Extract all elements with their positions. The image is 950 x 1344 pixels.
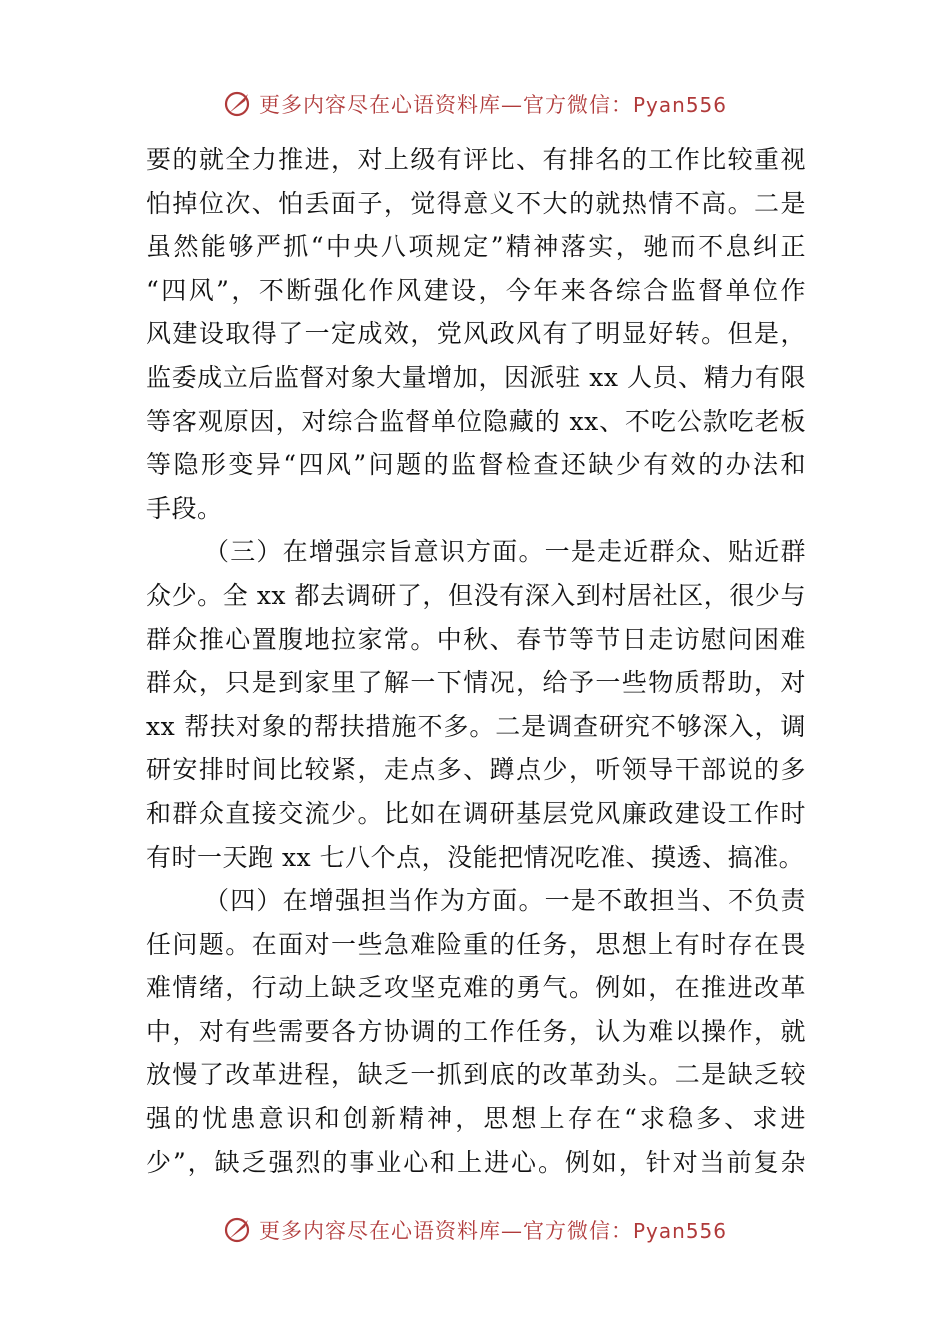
text-line: 群众，只是到家里了解一下情况，给予一些物质帮助，对 bbox=[146, 668, 806, 698]
text-line: 群众推心置腹地拉家常。中秋、春节等节日走访慰问困难 bbox=[146, 624, 806, 654]
text-line: （四）在增强担当作为方面。一是不敢担当、不负责 bbox=[204, 886, 806, 916]
text-line: 等客观原因，对综合监督单位隐藏的 xx、不吃公款吃老板 bbox=[146, 406, 806, 436]
text-line: 难情绪，行动上缺乏攻坚克难的勇气。例如，在推进改革 bbox=[146, 973, 806, 1003]
text-line: 任问题。在面对一些急难险重的任务，思想上有时存在畏 bbox=[146, 929, 806, 959]
header-watermark bbox=[0, 84, 950, 124]
text-line: 放慢了改革进程，缺乏一抓到底的改革劲头。二是缺乏较 bbox=[146, 1060, 806, 1090]
footer-watermark bbox=[0, 1210, 950, 1250]
text-line: 手段。 bbox=[146, 493, 223, 523]
text-line: 风建设取得了一定成效，党风政风有了明显好转。但是， bbox=[146, 319, 806, 349]
text-line: 众少。全 xx 都去调研了，但没有深入到村居社区，很少与 bbox=[146, 580, 806, 610]
text-line: 有时一天跑 xx 七八个点，没能把情况吃准、摸透、搞准。 bbox=[146, 842, 805, 872]
text-line: 等隐形变异“四风”问题的监督检查还缺少有效的办法和 bbox=[146, 450, 806, 480]
watermark-text: 更多内容尽在心语资料库—官方微信：Pyan556 bbox=[258, 93, 727, 117]
quill-logo-icon bbox=[223, 89, 253, 119]
text-line: 少”，缺乏强烈的事业心和上进心。例如，针对当前复杂 bbox=[146, 1147, 806, 1177]
watermark-wechat-id: Pyan556 bbox=[632, 93, 727, 117]
text-line: 强的忧患意识和创新精神，思想上存在“求稳多、求进 bbox=[146, 1104, 806, 1134]
text-line: xx 帮扶对象的帮扶措施不多。二是调查研究不够深入，调 bbox=[146, 711, 806, 741]
text-line: 和群众直接交流少。比如在调研基层党风廉政建设工作时 bbox=[146, 798, 806, 828]
watermark-wechat-id: Pyan556 bbox=[632, 1219, 727, 1243]
text-line: 虽然能够严抓“中央八项规定”精神落实，驰而不息纠正 bbox=[146, 232, 806, 262]
text-line: 研安排时间比较紧，走点多、蹲点少，听领导干部说的多 bbox=[146, 755, 806, 785]
text-line: （三）在增强宗旨意识方面。一是走近群众、贴近群 bbox=[204, 537, 806, 567]
text-line: 要的就全力推进，对上级有评比、有排名的工作比较重视 bbox=[146, 145, 806, 174]
text-line: 监委成立后监督对象大量增加，因派驻 xx 人员、精力有限 bbox=[146, 362, 806, 392]
watermark-text: 更多内容尽在心语资料库—官方微信：Pyan556 bbox=[258, 1219, 727, 1243]
text-line: “四风”，不断强化作风建设，今年来各综合监督单位作 bbox=[146, 275, 806, 305]
document-body bbox=[146, 138, 806, 1184]
text-line: 怕掉位次、怕丢面子，觉得意义不大的就热情不高。二是 bbox=[146, 188, 806, 218]
text-line: 中，对有些需要各方协调的工作任务，认为难以操作，就 bbox=[146, 1016, 806, 1046]
quill-logo-icon bbox=[223, 1215, 253, 1245]
